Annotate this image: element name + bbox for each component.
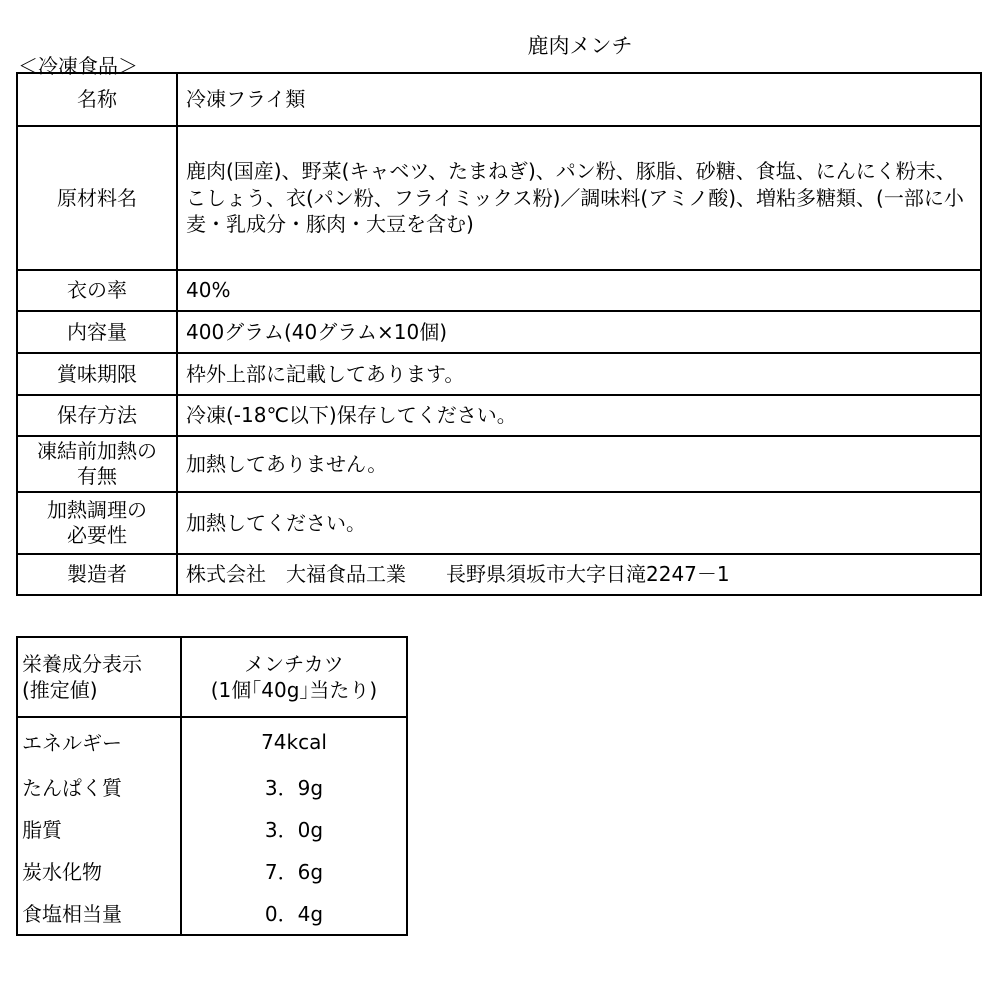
row-value-best-before: 枠外上部に記載してあります。	[177, 353, 981, 395]
row-label-coating-ratio: 衣の率	[17, 270, 177, 311]
table-row	[17, 73, 981, 126]
row-value-ingredients: 鹿肉(国産)、野菜(キャベツ、たまねぎ)、パン粉、豚脂、砂糖、食塩、にんにく粉末、こしょう、衣(パン粉、フライミックス粉)／調味料(アミノ酸)、増粘多糖類、(一部に小麦・乳成分・豚肉・大豆を含む)	[177, 126, 981, 270]
table-row	[17, 395, 981, 436]
nutrition-header-label	[17, 637, 181, 717]
nutrition-facts-table	[16, 636, 408, 936]
header-line: (推定値)	[22, 678, 98, 702]
row-value-contents: 400グラム(40グラム×10個)	[177, 311, 981, 353]
product-label-table	[16, 72, 982, 596]
table-row	[17, 807, 407, 849]
table-row	[17, 311, 981, 353]
table-row	[17, 891, 407, 935]
table-row	[17, 717, 407, 765]
row-value-coating-ratio: 40%	[177, 270, 981, 311]
nutrition-header-value	[181, 637, 407, 717]
label-line: 凍結前加熱の	[37, 439, 157, 463]
label-line: 有無	[77, 464, 117, 488]
header-line: (1個｢40g｣当たり)	[210, 678, 378, 702]
table-row	[17, 436, 981, 492]
row-value-heated-before-freezing: 加熱してありません。	[177, 436, 981, 492]
row-label-ingredients: 原材料名	[17, 126, 177, 270]
row-label-best-before: 賞味期限	[17, 353, 177, 395]
nutrient-value-energy: 74kcal	[181, 717, 407, 765]
nutrient-value-fat: 3．0g	[181, 807, 407, 849]
nutrient-value-carbohydrate: 7．6g	[181, 849, 407, 891]
row-value-manufacturer: 株式会社 大福食品工業 長野県須坂市大字日滝2247－1	[177, 554, 981, 595]
nutrition-header-row	[17, 637, 407, 717]
table-row	[17, 270, 981, 311]
header-line: 栄養成分表示	[22, 652, 142, 676]
row-label-cooking-required	[17, 492, 177, 554]
label-line: 必要性	[67, 523, 127, 547]
row-value-cooking-required: 加熱してください。	[177, 492, 981, 554]
category-label: ＜冷凍食品＞	[18, 54, 138, 78]
row-value-name: 冷凍フライ類	[177, 73, 981, 126]
nutrient-label-energy: エネルギー	[17, 717, 181, 765]
row-label-storage: 保存方法	[17, 395, 177, 436]
nutrient-label-carbohydrate: 炭水化物	[17, 849, 181, 891]
row-value-storage: 冷凍(-18℃以下)保存してください。	[177, 395, 981, 436]
table-row	[17, 353, 981, 395]
nutrient-value-protein: 3．9g	[181, 765, 407, 807]
label-line: 加熱調理の	[47, 498, 147, 522]
nutrient-label-fat: 脂質	[17, 807, 181, 849]
nutrient-label-salt-equivalent: 食塩相当量	[17, 891, 181, 935]
table-row	[17, 554, 981, 595]
row-label-contents: 内容量	[17, 311, 177, 353]
table-row	[17, 849, 407, 891]
table-row	[17, 492, 981, 554]
nutrient-value-salt-equivalent: 0．4g	[181, 891, 407, 935]
row-label-name: 名称	[17, 73, 177, 126]
table-row	[17, 126, 981, 270]
nutrient-label-protein: たんぱく質	[17, 765, 181, 807]
table-row	[17, 765, 407, 807]
header-line: メンチカツ	[244, 652, 344, 676]
row-label-heated-before-freezing	[17, 436, 177, 492]
product-title: 鹿肉メンチ	[527, 34, 633, 58]
row-label-manufacturer: 製造者	[17, 554, 177, 595]
